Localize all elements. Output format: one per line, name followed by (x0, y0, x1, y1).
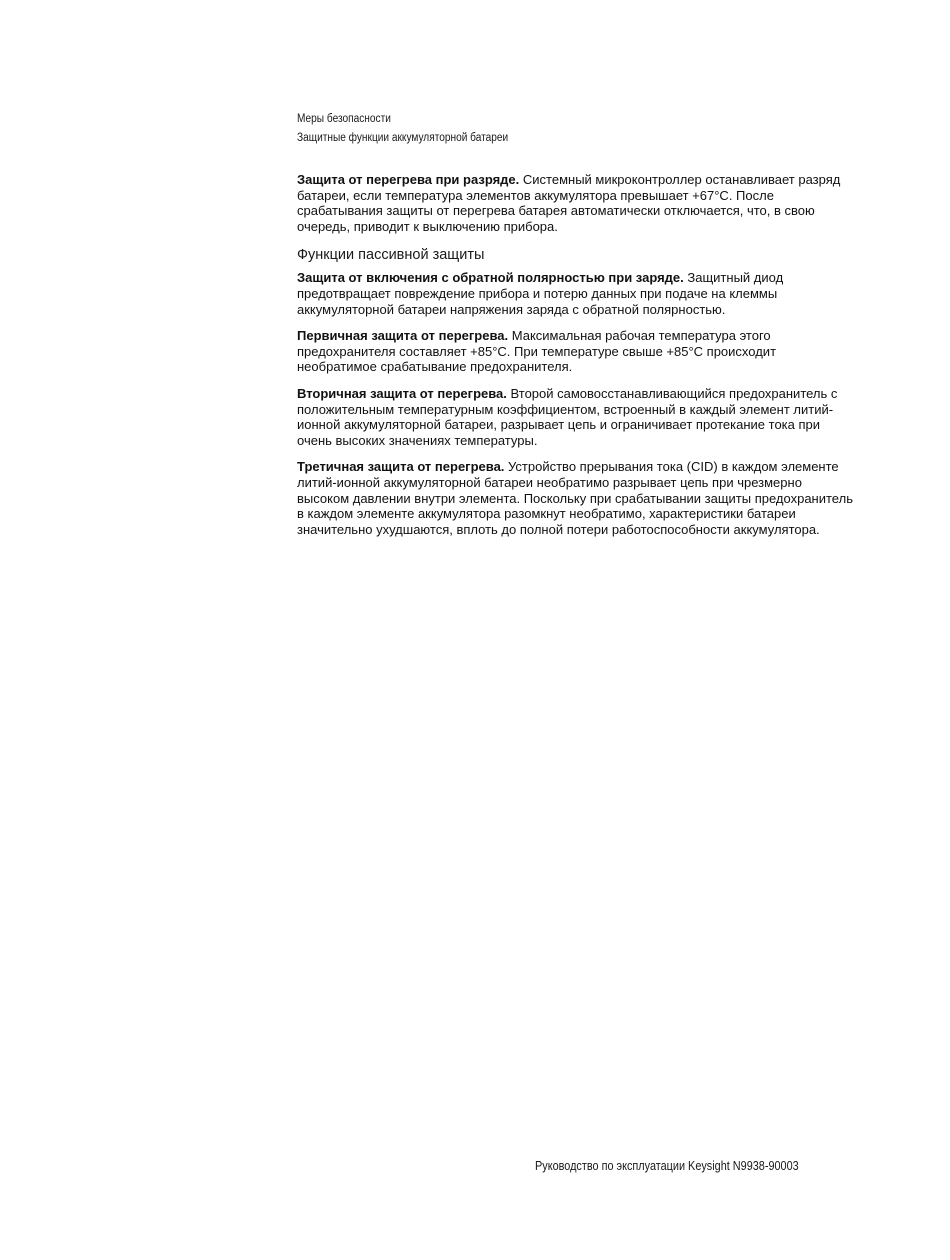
page-footer: Руководство по эксплуатации Keysight N9938-90003 (535, 1159, 799, 1173)
header-section: Защитные функции аккумуляторной батареи (297, 132, 509, 144)
primary-overheat-text: Максимальная рабочая температура этого предохранителя составляет +85°C. При температуре свыше +85°C происходит необратимое срабатывание предохранителя. (297, 328, 777, 375)
primary-overheat-paragraph (297, 328, 857, 375)
tertiary-overheat-text: Устройство прерывания тока (CID) в каждом элементе литий-ионной аккумуляторной батареи необратимо разрывает цепь при чрезмерно высоком давлении внутри элемента. Поскольку при срабатывании защиты предохранитель в каждом элементе аккумулятора разомкнут необратимо, характеристики батареи значительно ухудшаются, вплоть до полной потери работоспособности аккумулятора. (297, 459, 853, 537)
reverse-polarity-text: Защитный диод предотвращает повреждение прибора и потерю данных при подаче на клеммы аккумуляторной батареи напряжения заряда с обратной полярностью. (297, 270, 784, 317)
secondary-overheat-text: Второй самовосстанавливающийся предохранитель с положительным температурным коэффициентом, встроенный в каждый элемент литий-ионной аккумуляторной батареи, разрывает цепь и ограничивает протекание тока при очень высоких значениях температуры. (297, 385, 838, 448)
discharge-overheat-title: Защита от перегрева при разряде. (297, 172, 520, 187)
tertiary-overheat-paragraph (297, 459, 857, 537)
secondary-overheat-title: Вторичная защита от перегрева. (297, 385, 507, 401)
reverse-polarity-title: Защита от включения с обратной полярностью при заряде. (297, 270, 684, 286)
passive-protection-heading: Функции пассивной защиты (297, 247, 485, 264)
secondary-overheat-paragraph (297, 386, 857, 448)
primary-overheat-title: Первичная защита от перегрева. (297, 328, 509, 344)
discharge-overheat-text: Системный микроконтроллер останавливает разряд батареи, если температура элементов аккумулятора превышает +67°C. После срабатывания защиты от перегрева батарея автоматически отключается, что, в свою очередь, приводит к выключению прибора. (297, 172, 841, 234)
header-chapter: Меры безопасности (297, 113, 391, 125)
reverse-polarity-paragraph (297, 270, 857, 317)
discharge-overheat-paragraph (297, 172, 857, 234)
tertiary-overheat-title: Третичная защита от перегрева. (297, 459, 505, 475)
page-header (297, 110, 790, 148)
page-content (297, 172, 857, 548)
